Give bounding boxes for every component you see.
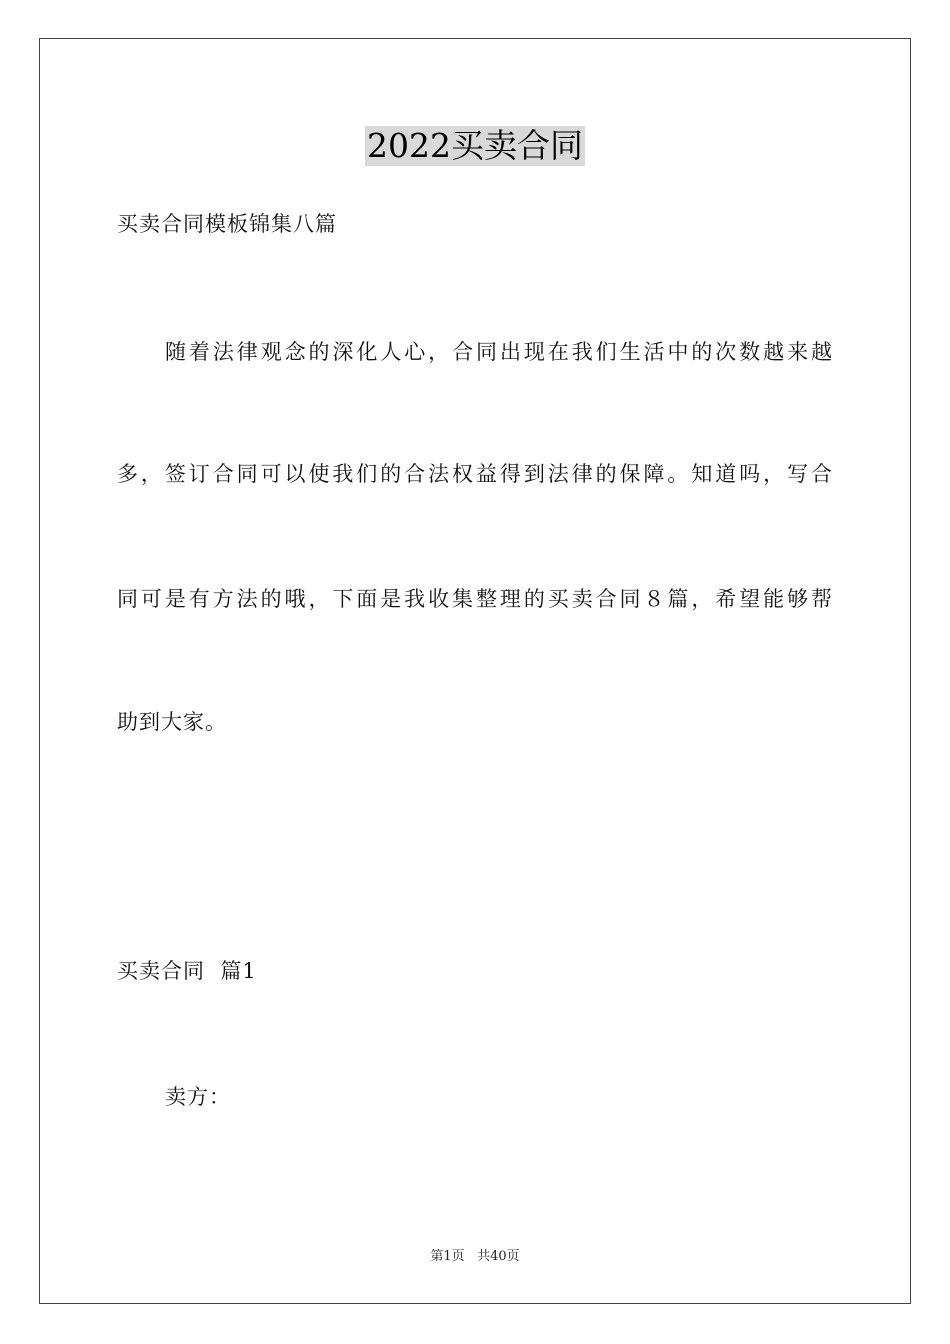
title-container xyxy=(0,126,950,166)
document-title: 2022买卖合同 xyxy=(367,126,583,165)
section-heading: 买卖合同 篇1 xyxy=(117,959,257,983)
paragraph-line: 多，签订合同可以使我们的合法权益得到法律的保障。知道吗，写合 xyxy=(117,462,833,486)
document-subtitle: 买卖合同模板锦集八篇 xyxy=(117,212,337,236)
page-total: 共40页 xyxy=(477,1249,520,1264)
paragraph-line: 同可是有方法的哦，下面是我收集整理的买卖合同８篇，希望能够帮 xyxy=(117,587,833,611)
paragraph-line: 随着法律观念的深化人心，合同出现在我们生活中的次数越来越 xyxy=(165,340,833,364)
seller-label: 卖方： xyxy=(165,1085,231,1109)
paragraph-line: 助到大家。 xyxy=(117,710,227,734)
page-footer xyxy=(0,1248,950,1266)
page-number: 第1页 xyxy=(430,1249,465,1264)
